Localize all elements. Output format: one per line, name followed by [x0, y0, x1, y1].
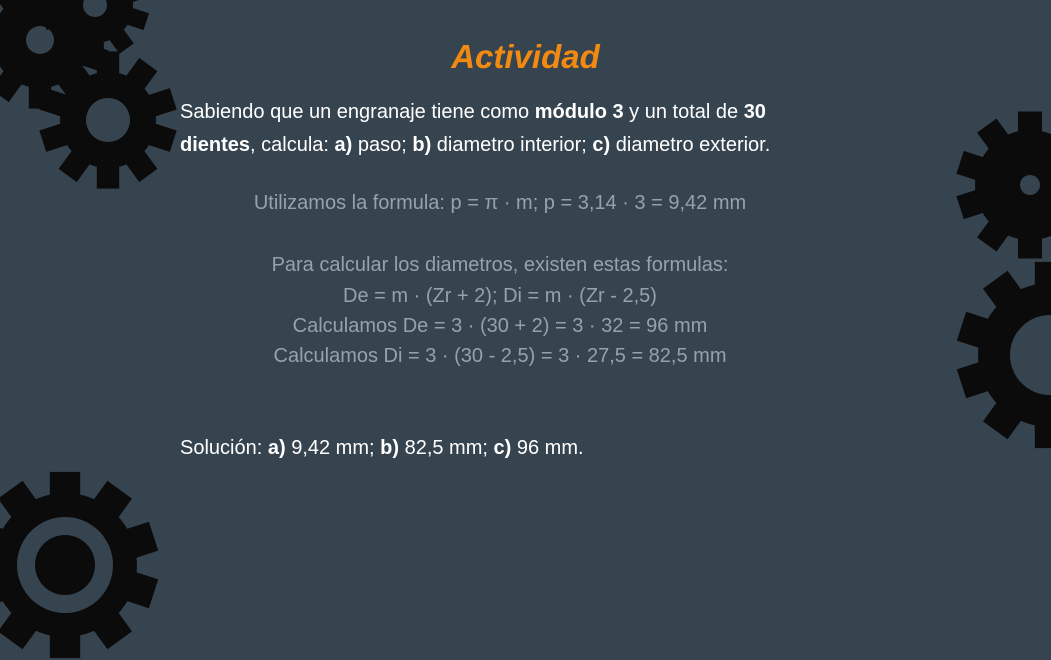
- diameter-intro: Para calcular los diametros, existen estas formulas:: [271, 254, 729, 276]
- paso-formula: Utilizamos la formula: p = π · m; p = 3,14 · 3 = 9,42 mm: [253, 192, 747, 214]
- solution-line: Solución: a) 9,42 mm; b) 82,5 mm; c) 96 mm.: [180, 437, 584, 459]
- gear-tooth: [97, 166, 119, 188]
- di-calculation: Calculamos Di = 3 · (30 - 2,5) = 3 · 27,5 = 82,5 mm: [273, 345, 727, 367]
- problem-statement: Sabiendo que un engranaje tiene como módulo 3 y un total de 30 dientes, calcula: a) paso; b) diametro interior; c) diametro exterior.: [180, 101, 771, 156]
- gear-icon: [0, 470, 160, 660]
- de-calculation: Calculamos De = 3 · (30 + 2) = 3 · 32 = 96 mm: [292, 315, 708, 337]
- gear-icon: [955, 260, 1051, 450]
- diameter-formulas: De = m · (Zr + 2); Di = m · (Zr - 2,5): [343, 285, 657, 307]
- gear-icon: [955, 110, 1051, 260]
- page-title: Actividad: [451, 38, 600, 75]
